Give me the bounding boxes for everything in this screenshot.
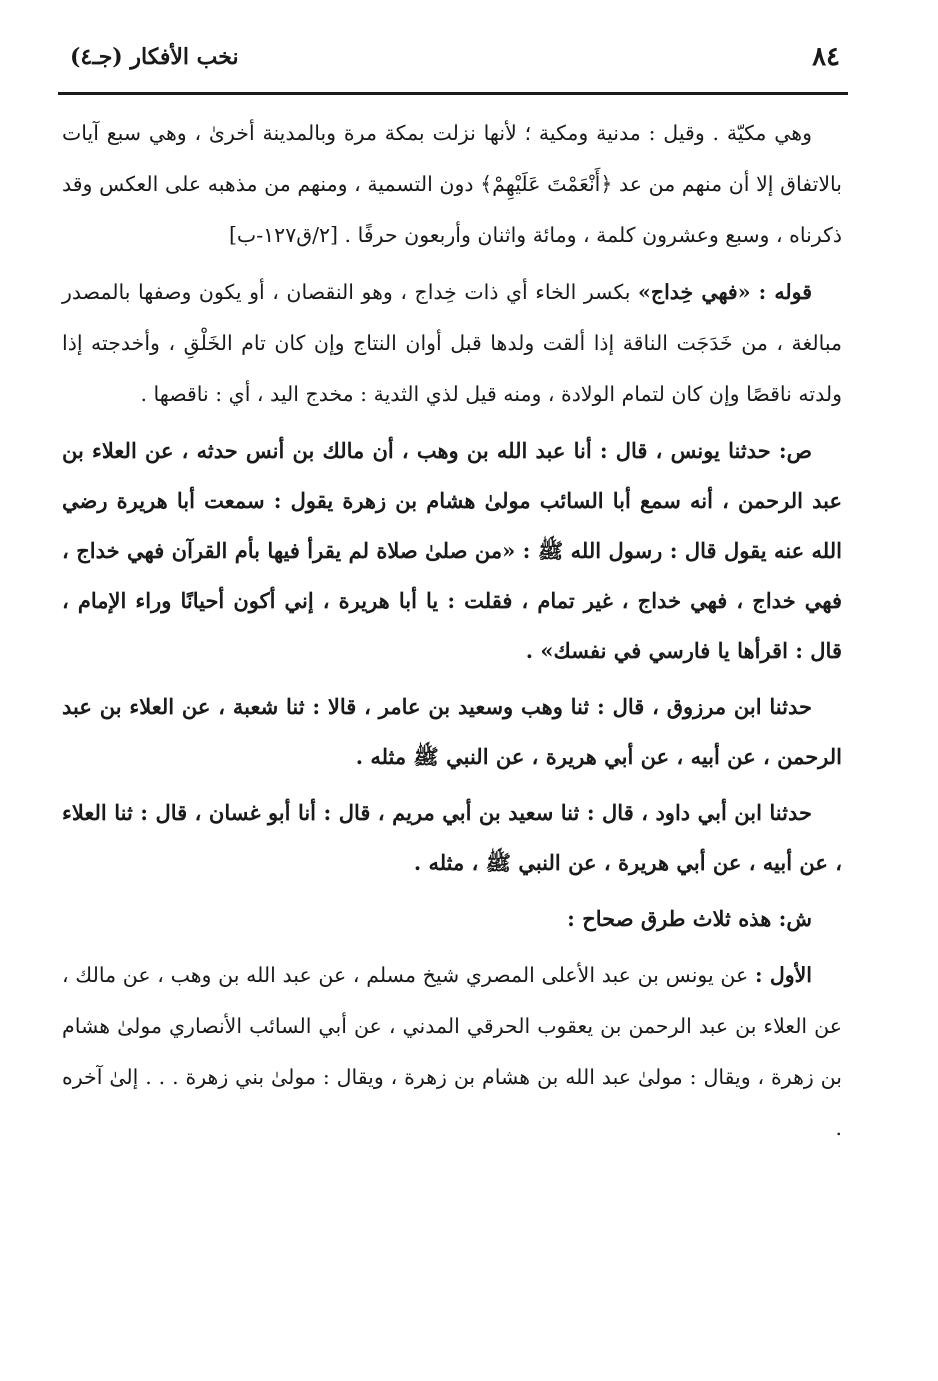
page-header <box>70 38 840 84</box>
hadith-chain-ibn-marzuq <box>62 682 842 782</box>
paragraph-text: عن يونس بن عبد الأعلى المصري شيخ مسلم ، عن عبد الله بن وهب ، عن مالك ، عن العلاء بن عبد الرحمن بن يعقوب الحرقي المدني ، عن أبي السائب الأنصاري مولىٰ هشام بن زهرة ، ويقال : مولىٰ عبد الله بن هشام بن زهرة ، ويقال : مولىٰ بني زهرة . . . إلىٰ آخره . <box>62 963 842 1140</box>
hadith-chain-ibn-abi-dawud <box>62 788 842 888</box>
paragraph-lead: قوله : «فهي خِداج» <box>638 280 812 304</box>
commentary-heading <box>62 894 842 944</box>
paragraph-text: ص: حدثنا يونس ، قال : أنا عبد الله بن وهب ، أن مالك بن أنس حدثه ، عن العلاء بن عبد الرحمن ، أنه سمع أبا السائب مولىٰ هشام بن زهرة يقول : سمعت أبا هريرة رضي الله عنه يقول قال : رسول الله ﷺ : «من صلىٰ صلاة لم يقرأ فيها بأم القرآن فهي خداج ، فهي خداج ، فهي خداج ، غير تمام ، فقلت : يا أبا هريرة ، إني أكون أحيانًا وراء الإمام ، قال : اقرأها يا فارسي في نفسك» . <box>62 438 842 663</box>
hadith-main-text <box>62 426 842 676</box>
paragraph-surah-info <box>62 108 842 261</box>
paragraph-text: ش: هذه ثلاث طرق صحاح : <box>567 906 812 931</box>
running-title: نخب الأفكار (جـ٤) <box>70 44 239 70</box>
page-body <box>62 108 842 1154</box>
page-number: ٨٤ <box>812 42 840 72</box>
paragraph-lead: الأول : <box>754 963 812 987</box>
paragraph-text: حدثنا ابن مرزوق ، قال : ثنا وهب وسعيد بن عامر ، قالا : ثنا شعبة ، عن العلاء بن عبد الرحمن ، عن أبيه ، عن أبي هريرة ، عن النبي ﷺ مثله . <box>62 694 842 769</box>
paragraph-text: حدثنا ابن أبي داود ، قال : ثنا سعيد بن أبي مريم ، قال : أنا أبو غسان ، قال : ثنا العلاء ، عن أبيه ، عن أبي هريرة ، عن النبي ﷺ ، مثله . <box>62 800 842 875</box>
paragraph-text: وهي مكيّة . وقيل : مدنية ومكية ؛ لأنها نزلت بمكة مرة وبالمدينة أخرىٰ ، وهي سبع آيات بالاتفاق إلا أن منهم من عد ﴿أَنْعَمْتَ عَلَيْهِمْ﴾ دون التسمية ، ومنهم من مذهبه على العكس وقد ذكرناه ، وسبع وعشرون كلمة ، ومائة واثنان وأربعون حرفًا . [٢/ق١٢٧-ب] <box>62 121 842 247</box>
header-rule <box>58 92 848 95</box>
paragraph-khidaj-commentary <box>62 267 842 420</box>
paragraph-text: بكسر الخاء أي ذات خِداج ، وهو النقصان ، أو يكون وصفها بالمصدر مبالغة ، من خَدَجَت الناقة إذا ألقت ولدها قبل أوان النتاج وإن كان تام الخَلْقِ ، وأخدجته إذا ولدته ناقصًا وإن كان لتمام الولادة ، ومنه قيل لذي الثدية : مخدج اليد ، أي : ناقصها . <box>62 280 842 406</box>
paragraph-first-chain <box>62 950 842 1154</box>
